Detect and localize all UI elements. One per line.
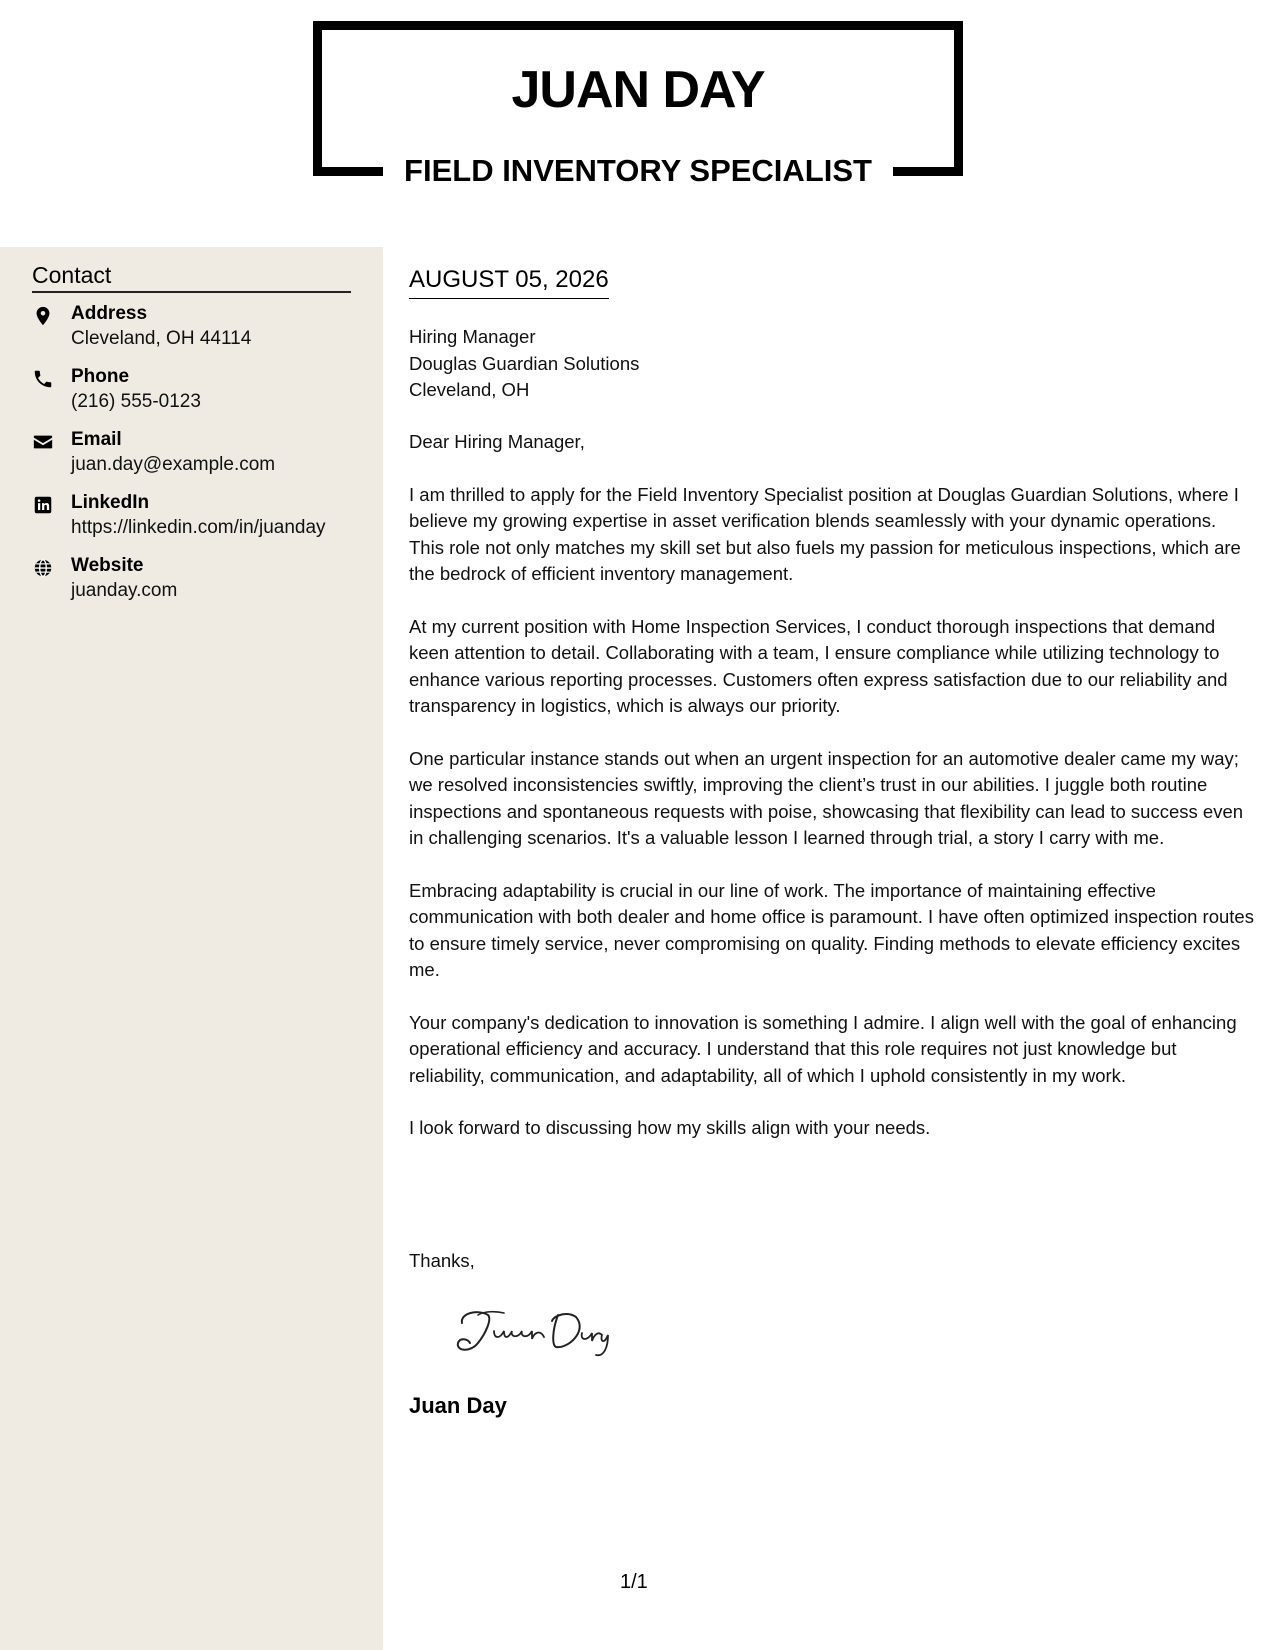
handwritten-signature bbox=[448, 1301, 628, 1366]
contact-label: Website bbox=[71, 555, 144, 576]
closing: Thanks, bbox=[409, 1250, 475, 1271]
globe-icon bbox=[32, 557, 58, 579]
letter-body bbox=[409, 429, 1255, 1168]
body-paragraph: Your company's dedication to innovation is something I admire. I align well with the goal of enhancing operational efficiency and accuracy. I understand that this role requires not just knowledge but reliability, communication, and adaptability, all of which I uphold consistently in my work. bbox=[409, 1011, 1237, 1086]
recipient-line: Cleveland, OH bbox=[409, 379, 530, 400]
linkedin-icon bbox=[32, 494, 58, 516]
recipient-line: Douglas Guardian Solutions bbox=[409, 352, 640, 374]
body-paragraph: I look forward to discussing how my skills align with your needs. bbox=[409, 1117, 931, 1138]
phone-icon bbox=[32, 368, 58, 390]
signer-name: Juan Day bbox=[409, 1393, 507, 1418]
contact-label: Phone bbox=[71, 366, 130, 387]
header-frame-corner-left bbox=[313, 167, 383, 176]
body-paragraph: I am thrilled to apply for the Field Inventory Specialist position at Douglas Guardian Solutions, where I believe my growing expertise in asset verification blends seamlessly with your dynamic operations. This role not only matches my skill set but also fuels my passion for meticulous inspections, which are the bedrock of efficient inventory management. bbox=[409, 483, 1241, 584]
contact-value[interactable]: https://linkedin.com/in/juanday bbox=[71, 517, 326, 538]
contact-value[interactable]: juan.day@example.com bbox=[71, 454, 276, 475]
contact-value: (216) 555-0123 bbox=[71, 391, 201, 412]
contact-label: Address bbox=[71, 303, 148, 324]
job-title: FIELD INVENTORY SPECIALIST bbox=[404, 153, 872, 188]
contact-value[interactable]: juanday.com bbox=[71, 580, 178, 601]
header-frame-corner-right bbox=[893, 167, 963, 176]
contact-value: Cleveland, OH 44114 bbox=[71, 328, 252, 349]
body-paragraph: Embracing adaptability is crucial in our line of work. The importance of maintaining effective communication with both dealer and home office is paramount. I have often optimized inspection routes to ensure timely service, never compromising on quality. Finding methods to elevate efficiency excites me. bbox=[409, 879, 1254, 980]
body-paragraph: At my current position with Home Inspection Services, I conduct thorough inspections that demand keen attention to detail. Collaborating with a team, I ensure compliance while utilizing technology to enhance various reporting processes. Customers often express satisfaction due to our reliability and transparency in logistics, which is always our priority. bbox=[409, 615, 1228, 716]
location-pin-icon bbox=[32, 305, 58, 327]
contact-label: LinkedIn bbox=[71, 492, 150, 513]
applicant-name: JUAN DAY bbox=[511, 61, 765, 119]
recipient-line: Hiring Manager bbox=[409, 326, 536, 347]
envelope-icon bbox=[32, 431, 58, 453]
body-paragraph: One particular instance stands out when an urgent inspection for an automotive dealer came my way; we resolved inconsistencies swiftly, improving the client’s trust in our abilities. I juggle both routine inspections and spontaneous requests with poise, showcasing that flexibility can lead to success even in challenging scenarios. It's a valuable lesson I learned through trial, a story I carry with me. bbox=[409, 747, 1244, 848]
salutation: Dear Hiring Manager, bbox=[409, 431, 585, 452]
contact-heading: Contact bbox=[32, 262, 351, 293]
contact-label: Email bbox=[71, 429, 122, 450]
page-number: 1/1 bbox=[620, 1571, 648, 1593]
letter-date: AUGUST 05, 2026 bbox=[409, 266, 609, 299]
recipient-block bbox=[409, 324, 639, 404]
